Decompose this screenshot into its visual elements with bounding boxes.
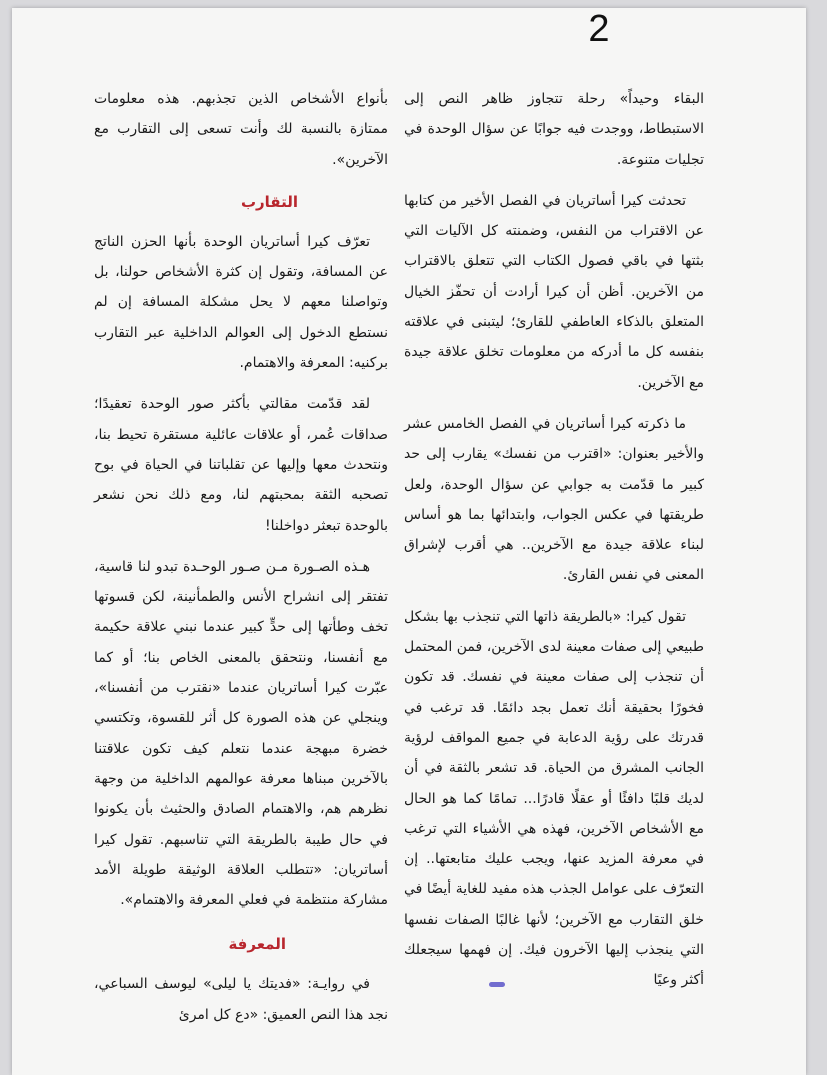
- paragraph: تقول كيرا: «بالطريقة ذاتها التي تنجذب بها بشكل طبيعي إلى صفات معينة لدى الآخرين، فمن المحتمل أن تنجذب إلى صفات معينة في نفسك. قد تكون فخورًا بحقيقة أنك تعمل بجد دائمًا. قد ترغب في قدرتك على رؤية الدعابة في جميع المواقف لرؤية الجانب المشرق من الحياة. قد تشعر بالثقة في أن لديك قلبًا دافئًا أو عقلًا قادرًا... تمامًا كما هو الحال مع الأشخاص الآخرين، فهذه هي الأشياء التي ترغب في معرفة المزيد عنها، ويجب عليك متابعتها.. إن التعرّف على عوامل الجذب هذه مفيد للغاية أيضًا في خلق التقارب مع الآخرين؛ لأنها غالبًا الصفات نفسها التي ينجذب إليها الآخرون فيك. إن فهمها سيجعلك أكثر وعيًا: [404, 608, 704, 989]
- paragraph: لقد قدّمت مقالتي بأكثر صور الوحدة تعقيدًا؛ صداقات عُمر، أو علاقات عائلية مستقرة تحيط بنا، ونتحدث معها وإليها عن تقلباتنا في الحياة في بوح تصحبه الثقة بمحبتهم لنا، ومع ذلك نحن نشعر بالوحدة تبعثر دواخلنا!: [94, 396, 388, 534]
- paragraph: هـذه الصـورة مـن صـور الوحـدة تبدو لنا قاسية، تفتقر إلى انشراح الأنس والطمأنينة، لكن قسوتها تخف وطأتها إلى حدٍّ كبير عندما نبني علاقة حكيمة مع أنفسنا، ونتحقق بالمعنى الخاص بنا؛ أو كما عبّرت كيرا أساتريان عندما «نقترب من أنفسنا»، وينجلي عن هذه الصورة كل أثر للقسوة، وتكتسي خضرة مبهجة عندما نتعلم كيف تكون علاقتنا بالآخرين مبناها معرفة عوالمهم الداخلية من وجهة نظرهم هم، والاهتمام الصادق والحثيث بأن يكونوا في حال طيبة بالطريقة التي تناسبهم. تقول كيرا أساتريان: «تتطلب العلاقة الوثيقة طويلة الأمد مشاركة منتظمة في فعلي المعرفة والاهتمام».: [94, 558, 388, 909]
- page-number: 2: [588, 8, 610, 50]
- section-heading: التقارب: [240, 192, 298, 211]
- section-heading: المعرفة: [228, 935, 286, 954]
- paragraph: تعرّف كيرا أساتريان الوحدة بأنها الحزن الناتج عن المسافة، وتقول إن كثرة الأشخاص حولنا، بل وتواصلنا معهم لا يحل مشكلة المسافة إن لم نستطع الدخول إلى العوالم الداخلية عبر التقارب بركنيه: المعرفة والاهتمام.: [94, 233, 388, 372]
- right-column: [404, 84, 704, 1007]
- paragraph: البقاء وحيداً» رحلة تتجاوز ظاهر النص إلى الاستبطاط، ووجدت فيه جوابًا عن سؤال الوحدة في تجليات متنوعة.: [404, 91, 704, 168]
- paragraph: في روايـة: «فديتك يا ليلى» ليوسف السباعي، نجد هذا النص العميق: «دع كل امرئ: [94, 976, 388, 1023]
- left-column: [94, 84, 388, 1041]
- paragraph: تحدثت كيرا أساتريان في الفصل الأخير من كتابها عن الاقتراب من النفس، وضمنته كل الآليات التي بثتها في باقي فصول الكتاب التي تتعلق بالاقتراب من الآخرين. أظن أن كيرا أرادت أن تحفّز الخيال المتعلق بالذكاء العاطفي للقارئ؛ ليتبنى في علاقته بنفسه كل ما أدركه من معلومات تخلق علاقة جيدة مع الآخرين.: [404, 192, 704, 391]
- paragraph: بأنواع الأشخاص الذين تجذبهم. هذه معلومات ممتازة بالنسبة لك وأنت تسعى إلى التقارب مع الآخرين».: [94, 91, 388, 168]
- paragraph: ما ذكرته كيرا أساتريان في الفصل الخامس عشر والأخير بعنوان: «اقترب من نفسك» يقارب إلى حد كبير ما قدّمت به جوابي عن سؤال الوحدة، ولعل طريقتها في عكس الجواب، وابتدائها بما هو أساس لبناء علاقة جيدة مع الآخرين.. هي أقرب لإشراق المعنى في نفس القارئ.: [404, 415, 704, 584]
- highlight-mark: [489, 982, 505, 987]
